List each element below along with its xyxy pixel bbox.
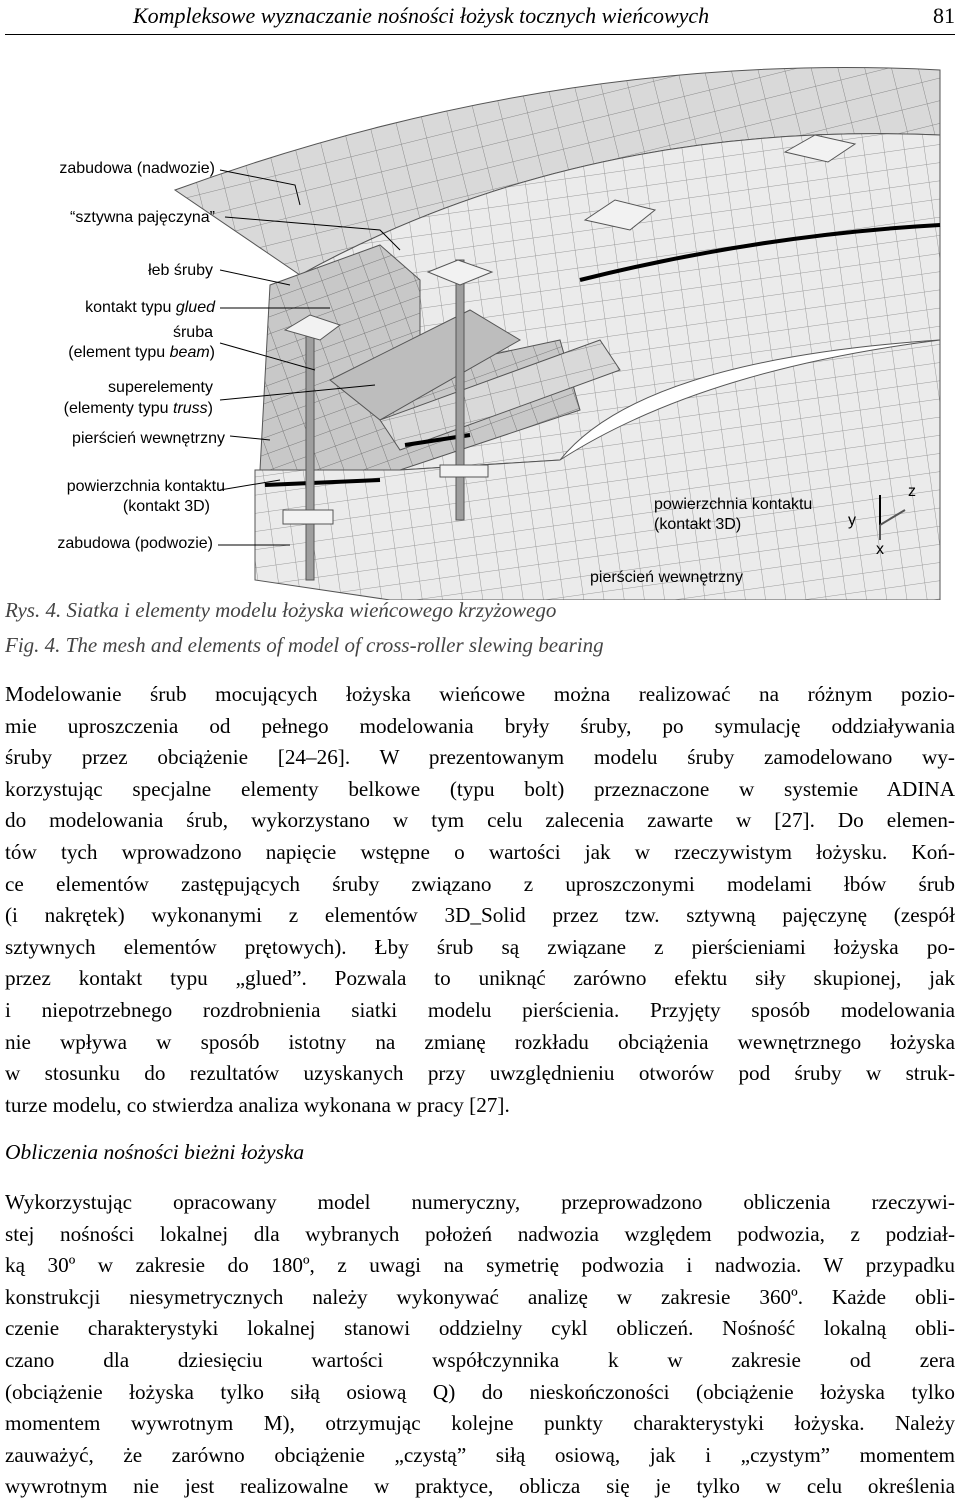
paragraph-line: przez kontakt typu „glued”. Pozwala to uniknąć zarówno efektu siły skupionej, jak [5, 966, 955, 991]
label-beam-element [20, 343, 215, 362]
axis-label-x: x [876, 541, 884, 558]
label-body-lower: zabudowa (podwozie) [57, 535, 213, 552]
paragraph-line: ce elementów zastępujących śruby związano z uproszczonymi modelami łbów śrub [5, 871, 955, 896]
paragraph-line: ką 30º w zakresie do 180º, z uwagi na symetrię podwozia i nadwozia. W przypadku [5, 1253, 955, 1278]
paragraph-line: tów tych wprowadzono napięcie wstępne o wartości jak w rzeczywistym łożysku. Koń- [5, 839, 955, 864]
label-inner-ring-left: pierścień wewnętrzny [72, 430, 225, 447]
paragraph-line: czenie charakterystyki lokalnej stanowi oddzielny cykl obliczeń. Nośność lokalną obli- [5, 1316, 955, 1341]
axis-label-y: y [848, 512, 856, 529]
label-beam-term: beam [169, 344, 210, 361]
paragraph-line: śruby przez obciążenie [24–26]. W prezentowanym modelu śruby zamodelowano wy- [5, 745, 955, 770]
paragraph-line: turze modelu, co stwierdza analiza wykonana w pracy [27]. [5, 1092, 510, 1117]
label-rigid-spider: “sztywna pajęczyna” [70, 209, 215, 226]
paragraph-bolt-modelling [5, 679, 955, 1121]
label-truss-elements [20, 399, 213, 418]
label-contact-surface-right-2: (kontakt 3D) [654, 516, 742, 533]
paragraph-line: Modelowanie śrub mocujących łożyska wieńcowe można realizować na różnym pozio- [5, 682, 955, 706]
paragraph-load-capacity [5, 1187, 955, 1503]
figure-caption-pl: Rys. 4. Siatka i elementy modelu łożyska wieńcowego krzyżowego [5, 598, 557, 622]
page-number: 81 [933, 3, 955, 28]
bolt-nut-1 [283, 510, 333, 524]
running-header [5, 0, 955, 35]
label-beam-text: (element typu [68, 344, 170, 361]
paragraph-line: mie uproszczenia od pełnego modelowania bryły śruby, po symulację oddziaływania [5, 713, 955, 738]
label-body-upper: zabudowa (nadwozie) [59, 160, 215, 177]
label-superelements: superelementy [108, 379, 213, 396]
paragraph-line: wywrotnym nie jest realizowalne w praktyce, oblicza się je tylko w celu określenia [5, 1474, 955, 1499]
paragraph-line: konstrukcji niesymetrycznych należy wykonywać analizę w zakresie 360º. Każde obli- [5, 1284, 955, 1309]
label-contact-surface-left-2: (kontakt 3D) [122, 498, 210, 515]
figure-caption-en: Fig. 4. The mesh and elements of model of cross-roller slewing bearing [5, 633, 604, 657]
paragraph-line: i niepotrzebnego rozdrobnienia siatki modelu pierścienia. Przyjęty sposób modelowania [5, 997, 955, 1022]
label-glued-contact [20, 298, 215, 317]
paragraph-line: (i nakrętek) wykonanymi z elementów 3D_Solid przez tzw. sztywną pajęczynę (zespół [5, 903, 955, 928]
label-bolt-head: łeb śruby [148, 262, 213, 279]
paragraph-line: (obciążenie łożyska tylko siłą osiową Q) do nieskończoności (obciążenie łożyska tylko [5, 1379, 955, 1404]
paragraph-line: nie wpływa w sposób istotny na zmianę rozkładu obciążenia wewnętrznego łożyska [5, 1029, 955, 1054]
label-inner-ring-right: pierścień wewnętrzny [590, 569, 743, 586]
label-truss-term: truss [173, 400, 208, 417]
label-bolt: śruba [172, 324, 213, 341]
paragraph-line: czano dla dziesięciu wartości współczynnika k w zakresie od zera [5, 1347, 955, 1372]
running-title: Kompleksowe wyznaczanie nośności łożysk tocznych wieńcowych [133, 3, 710, 28]
axis-label-z: z [908, 483, 916, 500]
paragraph-line: zauważyć, że zarówno obciążenie „czystą” siłą osiową, jak i „czystym” momentem [5, 1442, 955, 1467]
label-truss-text: (elementy typu [63, 400, 173, 417]
paragraph-line: momentem wywrotnym M), otrzymując kolejne punkty charakterystyki łożyska. Należy [5, 1411, 955, 1436]
bolt-1 [306, 320, 314, 580]
label-truss-close: ) [207, 400, 213, 417]
paragraph-line: stej nośności lokalnej dla wybranych położeń nadwozia względem podwozia, z podział- [5, 1221, 955, 1246]
fem-mesh-illustration [0, 40, 960, 600]
paragraph-line: sztywnych elementów prętowych). Łby śrub są związane z pierścieniami łożyska po- [5, 934, 955, 959]
label-beam-close: ) [209, 344, 215, 361]
paragraph-line: w stosunku do rezultatów uzyskanych przy uwzględnieniu otworów pod śruby w struk- [5, 1061, 955, 1086]
label-glued-term: glued [175, 299, 215, 316]
paragraph-line: Wykorzystując opracowany model numeryczny, przeprowadzono obliczenia rzeczywi- [5, 1190, 955, 1214]
bolt-nut-2 [440, 465, 488, 477]
paragraph-line: do modelowania śrub, wykorzystano w tym celu zalecenia zawarte w [27]. Do elemen- [5, 808, 955, 833]
label-contact-surface-left-1: powierzchnia kontaktu [66, 478, 225, 495]
paragraph-line: korzystując specjalne elementy belkowe (typu bolt) przeznaczone w systemie ADINA [5, 776, 955, 801]
label-glued-text: kontakt typu [85, 299, 176, 316]
bolt-2 [456, 260, 464, 520]
label-contact-surface-right-1: powierzchnia kontaktu [654, 496, 813, 513]
figure-4 [0, 40, 960, 600]
section-heading: Obliczenia nośności bieżni łożyska [5, 1140, 305, 1164]
